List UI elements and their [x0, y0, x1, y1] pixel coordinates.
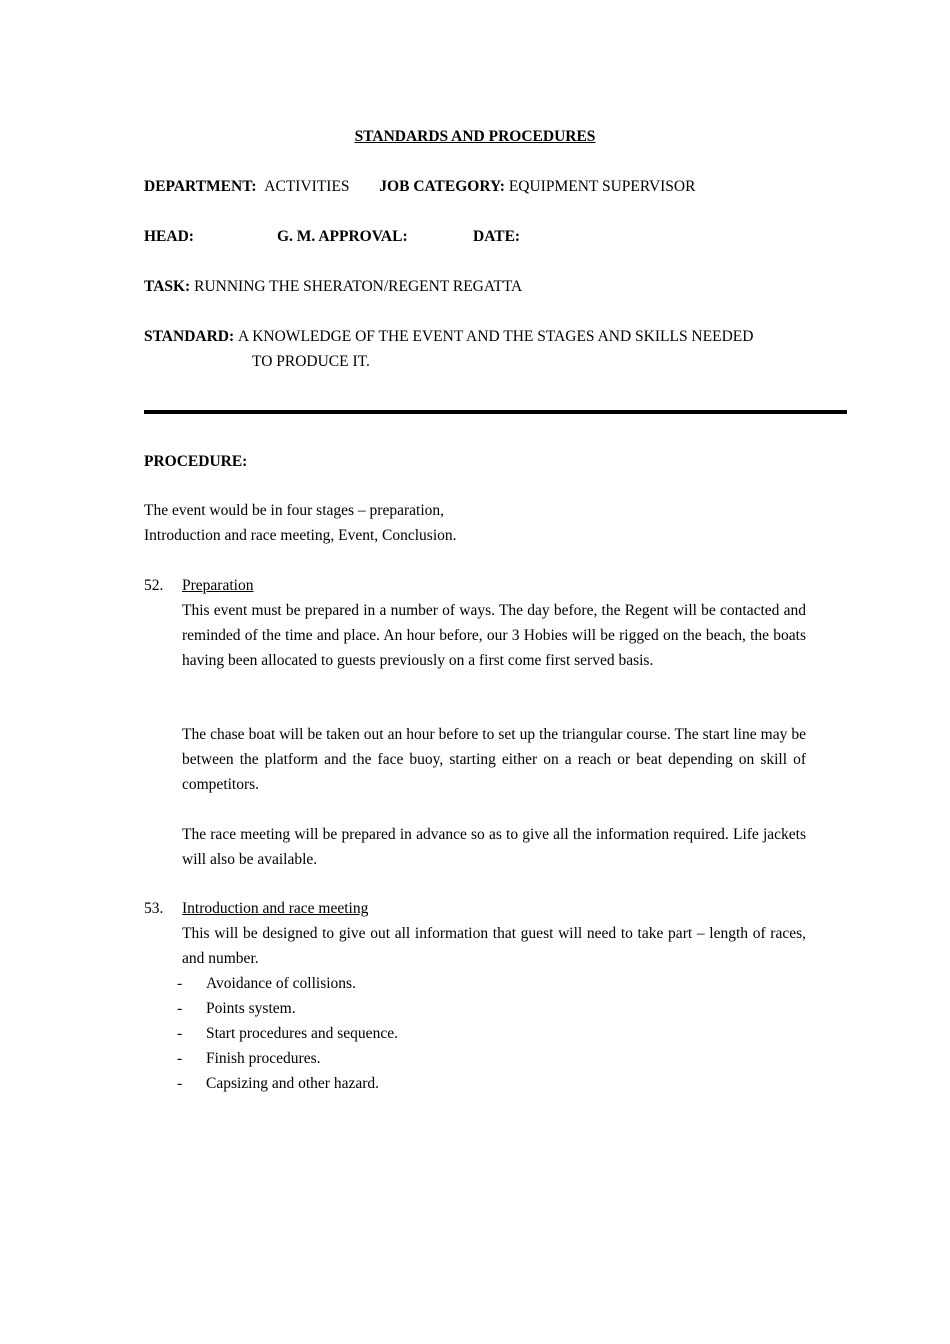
list-item-text: Capsizing and other hazard. [206, 1075, 380, 1092]
list-item-text: Avoidance of collisions. [206, 975, 356, 992]
task-label: TASK: [144, 278, 191, 295]
procedure-heading: PROCEDURE: [144, 453, 248, 470]
head-label: HEAD: [144, 228, 194, 245]
bullet-marker: - [177, 1050, 183, 1067]
standard-line-2: TO PRODUCE IT. [252, 353, 370, 370]
bullet-marker: - [177, 1075, 183, 1092]
list-item-text: Start procedures and sequence. [206, 1025, 398, 1042]
bullet-marker: - [177, 1025, 183, 1042]
standard-label: STANDARD: [144, 328, 235, 345]
section-paragraph: This event must be prepared in a number of ways. The day before, the Regent will be contacted and reminded of the time and place. An hour before, our 3 Hobies will be rigged on the beach, the boats having been allocated to guests previously on a first come first served basis. [182, 602, 806, 669]
section-number: 53. [144, 900, 164, 917]
bullet-marker: - [177, 1000, 183, 1017]
list-item-text: Points system. [206, 1000, 296, 1017]
job-category-value: EQUIPMENT SUPERVISOR [508, 178, 696, 195]
list-item-text: Finish procedures. [206, 1050, 321, 1067]
section-paragraph: The race meeting will be prepared in advance so as to give all the information required. Life jackets will also be available. [182, 826, 806, 868]
section-paragraph: This will be designed to give out all information that guest will need to take part – length of races, and number. [182, 925, 806, 967]
section-number: 52. [144, 577, 164, 594]
task-row [144, 274, 522, 299]
section-paragraph: The chase boat will be taken out an hour before to set up the triangular course. The start line may be between the platform and the face buoy, starting either on a reach or beat depending on skill of competitors. [182, 726, 806, 793]
bullet-marker: - [177, 975, 183, 992]
task-value: RUNNING THE SHERATON/REGENT REGATTA [194, 278, 523, 295]
gm-approval-label: G. M. APPROVAL: [277, 228, 408, 245]
document-title: STANDARDS AND PROCEDURES [354, 128, 596, 145]
horizontal-rule [144, 410, 847, 414]
section-title: Preparation [182, 577, 254, 594]
intro-line-2: Introduction and race meeting, Event, Conclusion. [144, 527, 457, 544]
intro-line-1: The event would be in four stages – preparation, [144, 502, 445, 519]
standard-row [144, 324, 753, 349]
job-category-label: JOB CATEGORY: [379, 178, 505, 195]
department-label: DEPARTMENT: [144, 178, 257, 195]
section-title: Introduction and race meeting [182, 900, 369, 917]
department-row [144, 174, 695, 199]
standard-line-1: A KNOWLEDGE OF THE EVENT AND THE STAGES AND SKILLS NEEDED [238, 328, 754, 345]
department-value: ACTIVITIES [264, 178, 350, 195]
date-label: DATE: [473, 228, 521, 245]
